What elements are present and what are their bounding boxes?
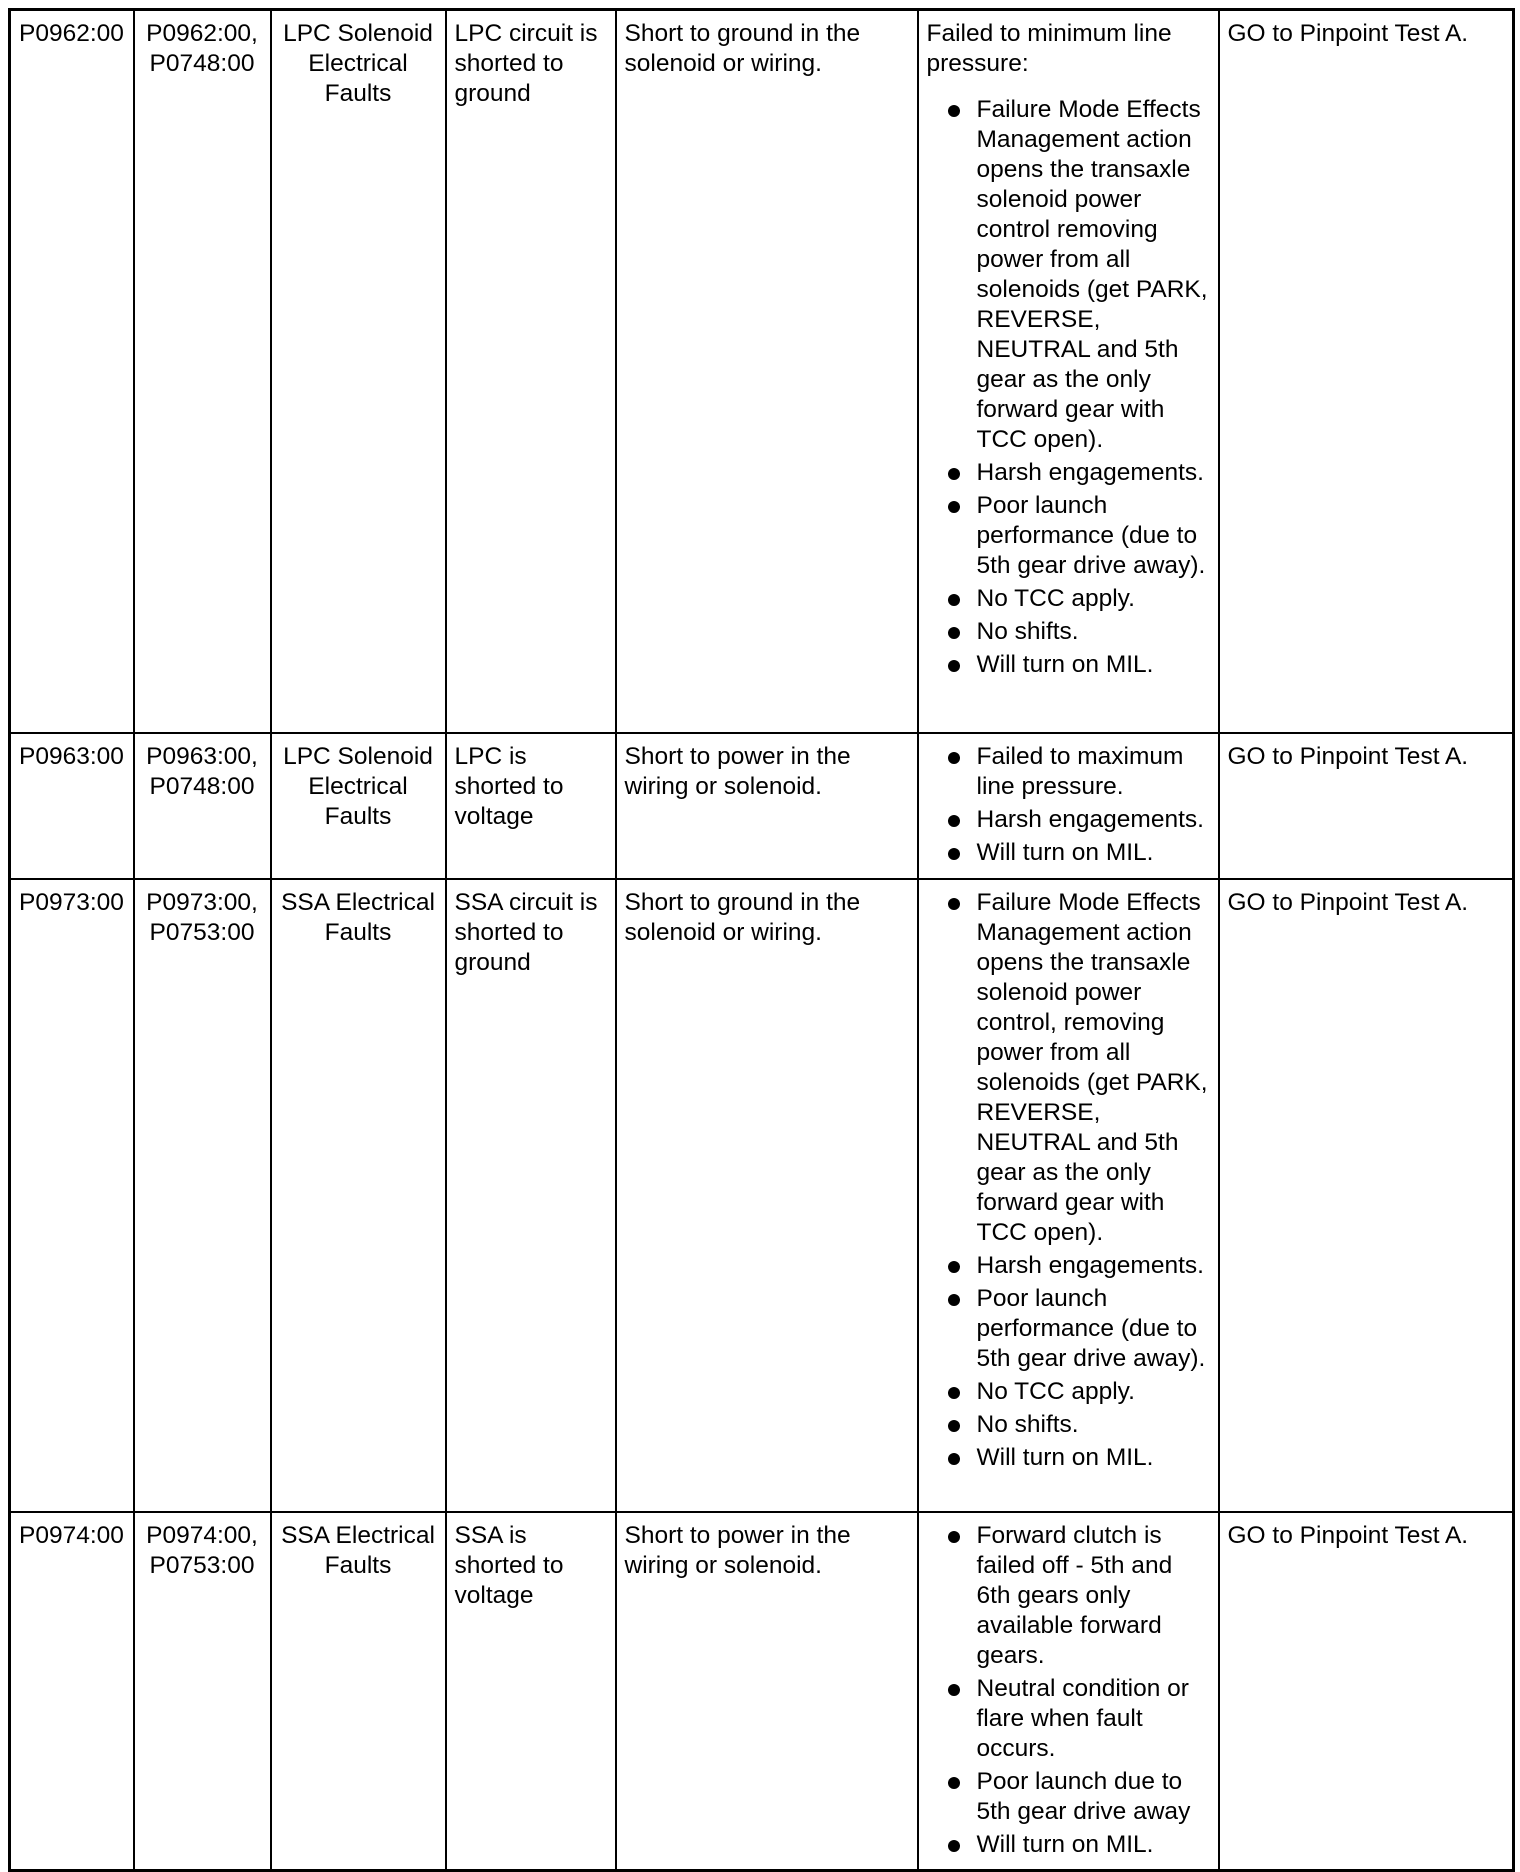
related-code: P0748:00 <box>149 50 255 77</box>
condition-cell: Short to ground in the solenoid or wiring. <box>616 10 918 733</box>
symptom-text: Will turn on MIL. <box>976 1443 1154 1471</box>
bullet-icon <box>948 594 960 606</box>
bullet-icon <box>948 468 960 480</box>
related-code: P0974:00, <box>146 1521 258 1549</box>
bullet-icon <box>948 848 960 860</box>
related-codes-cell <box>134 879 271 1512</box>
action-cell: GO to Pinpoint Test A. <box>1219 1512 1514 1871</box>
action-cell: GO to Pinpoint Test A. <box>1219 733 1514 879</box>
symptom-text: Harsh engagements. <box>976 1251 1204 1279</box>
related-code: P0753:00 <box>149 1551 255 1579</box>
component-cell: LPC Solenoid Electrical Faults <box>271 733 446 879</box>
bullet-icon <box>948 105 960 117</box>
list-item <box>927 805 1210 835</box>
table-row <box>10 879 1514 1512</box>
symptom-text: Failed to maximum line pressure. <box>976 742 1184 800</box>
list-item <box>927 491 1210 581</box>
list-item <box>927 95 1210 455</box>
related-code: P0973:00, <box>146 888 258 916</box>
related-code: P0753:00 <box>149 918 255 946</box>
list-item <box>927 1767 1210 1827</box>
list-item <box>927 458 1210 488</box>
list-item <box>927 1284 1210 1374</box>
related-codes-cell <box>134 733 271 879</box>
bullet-icon <box>948 501 960 513</box>
dtc-code-cell: P0963:00 <box>10 733 134 879</box>
bullet-icon <box>948 815 960 827</box>
dtc-table <box>8 8 1515 1872</box>
list-item <box>927 888 1210 1248</box>
list-item <box>927 1443 1210 1473</box>
dtc-code-cell: P0974:00 <box>10 1512 134 1871</box>
bullet-icon <box>948 752 960 764</box>
list-item <box>927 1830 1210 1860</box>
bullet-icon <box>948 1684 960 1696</box>
symptom-text: Will turn on MIL. <box>976 838 1154 866</box>
symptom-text: Neutral condition or flare when fault occurs. <box>976 1674 1189 1762</box>
dtc-code-cell: P0973:00 <box>10 879 134 1512</box>
component-cell: SSA Electrical Faults <box>271 1512 446 1871</box>
condition-cell: Short to power in the wiring or solenoid. <box>616 733 918 879</box>
condition-cell: Short to power in the wiring or solenoid. <box>616 1512 918 1871</box>
condition-cell: Short to ground in the solenoid or wiring. <box>616 879 918 1512</box>
symptom-text: Poor launch performance (due to 5th gear drive away). <box>976 1284 1206 1372</box>
component-cell: SSA Electrical Faults <box>271 879 446 1512</box>
list-item <box>927 1251 1210 1281</box>
symptom-text: Poor launch due to 5th gear drive away <box>976 1767 1191 1825</box>
symptom-list <box>927 95 1210 680</box>
list-item <box>927 742 1210 802</box>
symptom-lead: Failed to minimum line pressure: <box>926 20 1172 77</box>
symptom-text: Failure Mode Effects Management action opens the transaxle solenoid power control removing power from all solenoids (get PARK, REVERSE, NEUTRAL and 5th gear as the only forward gear with TCC open). <box>976 96 1208 453</box>
symptom-text: Harsh engagements. <box>976 805 1204 833</box>
bullet-icon <box>948 1294 960 1306</box>
bullet-icon <box>948 1387 960 1399</box>
related-codes-cell <box>134 10 271 733</box>
dtc-code-cell: P0962:00 <box>10 10 134 733</box>
list-item <box>927 650 1210 680</box>
symptom-list <box>927 1521 1210 1860</box>
symptoms-cell <box>918 1512 1219 1871</box>
symptom-text: No shifts. <box>976 618 1079 645</box>
bullet-icon <box>948 1453 960 1465</box>
list-item <box>927 584 1210 614</box>
symptoms-cell <box>918 733 1219 879</box>
symptoms-cell <box>918 10 1219 733</box>
symptom-text: Harsh engagements. <box>976 459 1204 486</box>
symptom-text: Will turn on MIL. <box>976 651 1154 678</box>
symptom-text: Will turn on MIL. <box>976 1830 1154 1858</box>
symptoms-cell <box>918 879 1219 1512</box>
symptom-text: Poor launch performance (due to 5th gear drive away). <box>976 492 1206 579</box>
bullet-icon <box>948 627 960 639</box>
table-row <box>10 733 1514 879</box>
bullet-icon <box>948 660 960 672</box>
action-cell: GO to Pinpoint Test A. <box>1219 10 1514 733</box>
description-cell: SSA is shorted to voltage <box>446 1512 616 1871</box>
list-item <box>927 838 1210 868</box>
symptom-text: No TCC apply. <box>976 585 1135 612</box>
list-item <box>927 1410 1210 1440</box>
symptom-list <box>927 888 1210 1473</box>
symptom-list <box>927 742 1210 868</box>
table-row <box>10 10 1514 733</box>
related-code: P0962:00, <box>146 20 258 47</box>
related-codes-cell <box>134 1512 271 1871</box>
bullet-icon <box>948 1777 960 1789</box>
list-item <box>927 617 1210 647</box>
related-code: P0748:00 <box>149 772 255 800</box>
bullet-icon <box>948 1531 960 1543</box>
description-cell: LPC is shorted to voltage <box>446 733 616 879</box>
action-cell: GO to Pinpoint Test A. <box>1219 879 1514 1512</box>
bullet-icon <box>948 1840 960 1852</box>
dtc-table-body <box>10 10 1514 1871</box>
description-cell: SSA circuit is shorted to ground <box>446 879 616 1512</box>
component-cell: LPC Solenoid Electrical Faults <box>271 10 446 733</box>
bullet-icon <box>948 1420 960 1432</box>
bullet-icon <box>948 1261 960 1273</box>
list-item <box>927 1377 1210 1407</box>
description-cell: LPC circuit is shorted to ground <box>446 10 616 733</box>
symptom-text: Failure Mode Effects Management action opens the transaxle solenoid power control, removing power from all solenoids (get PARK, REVERSE, NEUTRAL and 5th gear as the only forward gear with TCC open). <box>976 888 1208 1246</box>
symptom-text: No TCC apply. <box>976 1377 1135 1405</box>
list-item <box>927 1674 1210 1764</box>
list-item <box>927 1521 1210 1671</box>
symptom-text: No shifts. <box>976 1410 1079 1438</box>
related-code: P0963:00, <box>146 742 258 770</box>
bullet-icon <box>948 898 960 910</box>
table-row <box>10 1512 1514 1871</box>
symptom-text: Forward clutch is failed off - 5th and 6th gears only available forward gears. <box>976 1521 1173 1669</box>
